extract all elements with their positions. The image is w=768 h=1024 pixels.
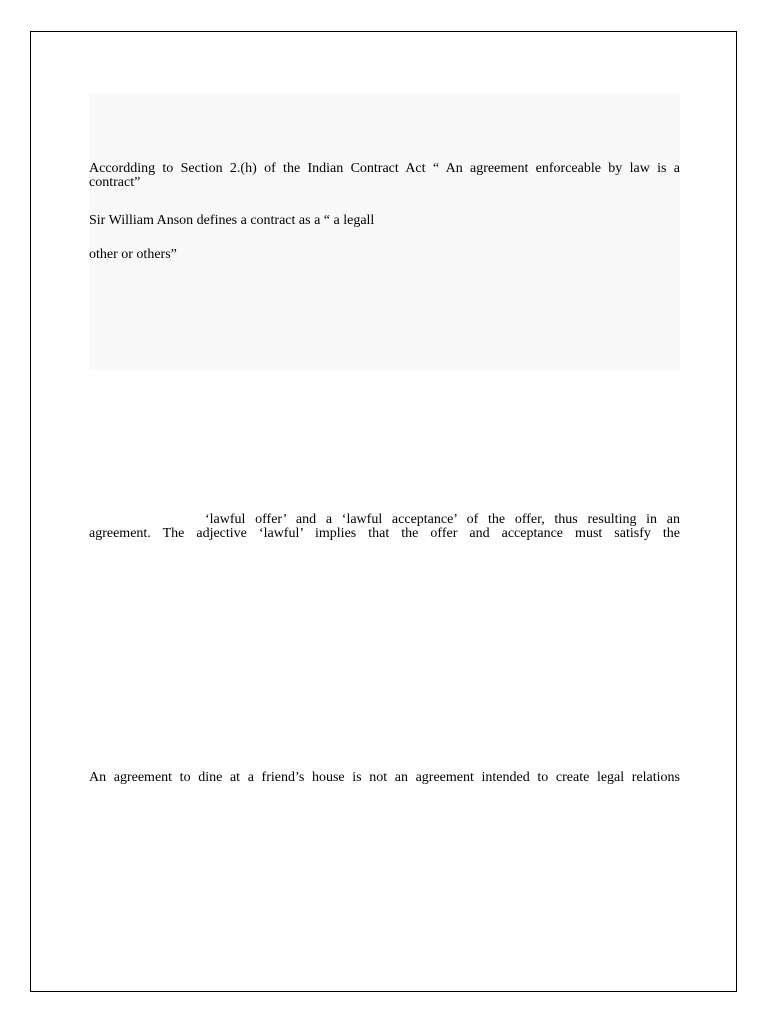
anson-definition-continuation: other or others” bbox=[89, 247, 177, 262]
lawful-offer-paragraph bbox=[89, 513, 680, 541]
anson-definition-paragraph: Sir William Anson defines a contract as a “ a legall bbox=[89, 213, 375, 228]
dinner-agreement-paragraph bbox=[89, 771, 680, 785]
contract-act-definition-paragraph bbox=[89, 162, 680, 190]
paragraph-line: An agreement to dine at a friend’s house is not an agreement intended to create legal relations bbox=[89, 770, 680, 785]
paragraph-line: agreement. The adjective ‘lawful’ implies that the offer and acceptance must satisfy the bbox=[89, 526, 680, 541]
paragraph-line: ‘lawful offer’ and a ‘lawful acceptance’ of the offer, thus resulting in an bbox=[205, 512, 680, 527]
highlighted-text-block bbox=[89, 93, 680, 370]
paragraph-line: Accordding to Section 2.(h) of the Indian Contract Act “ An agreement enforceable by law is a bbox=[89, 161, 680, 176]
paragraph-line: contract” bbox=[89, 175, 141, 190]
